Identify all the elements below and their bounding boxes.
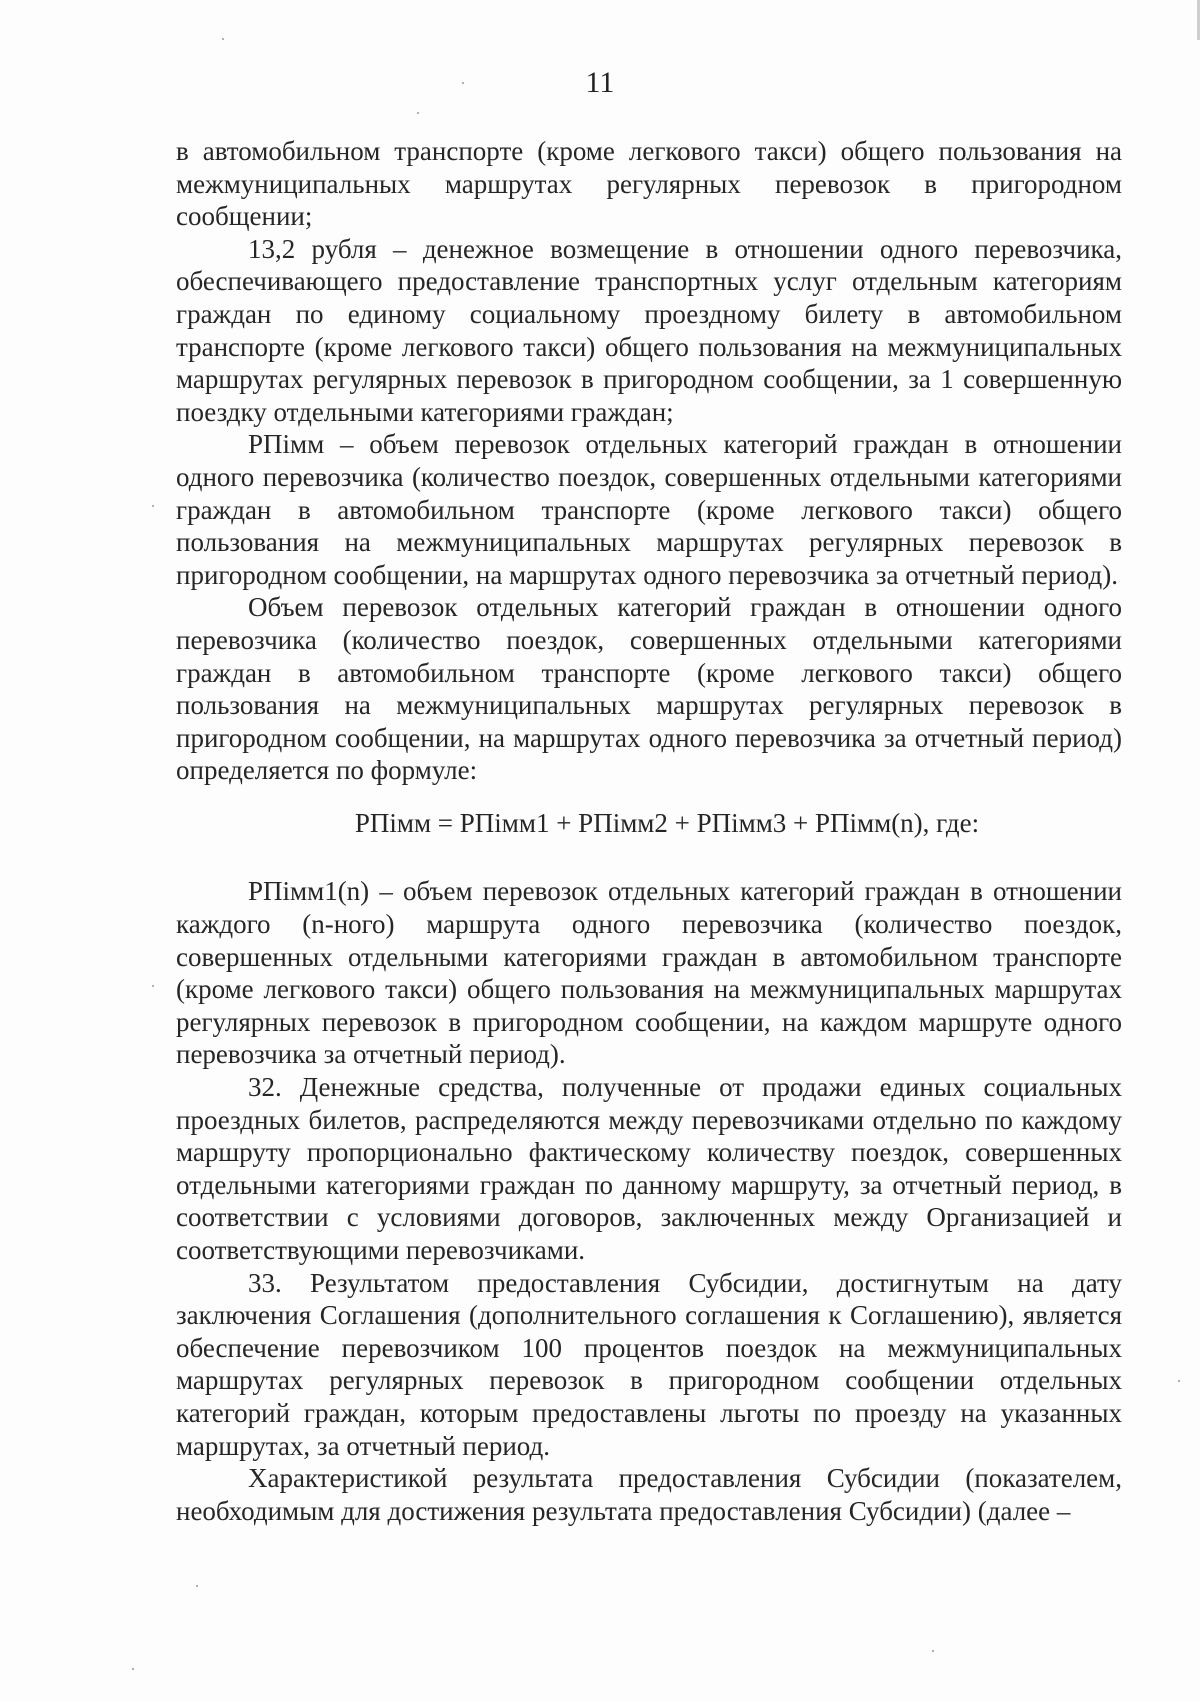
body-text <box>176 135 1122 1527</box>
page-number: 11 <box>585 66 615 99</box>
scan-speck <box>932 1650 934 1652</box>
paragraph-rpimm1-definition: РПімм1(n) – объем перевозок отдельных категорий граждан в отношении каждого (n-ного) маршрута одного перевозчика (количество поездок, совершенных отдельными категориями граждан в автомобильном транспорте (кроме легкового такси) общего пользования на межмуниципальных маршрутах регулярных перевозок в пригородном сообщении, на каждом маршруте одного перевозчика за отчетный период). <box>176 876 1122 1070</box>
paragraph-compensation-rate: 13,2 рубля – денежное возмещение в отношении одного перевозчика, обеспечивающего предоставление транспортных услуг отдельным категориям граждан по единому социальному проездному билету в автомобильном транспорте (кроме легкового такси) общего пользования на межмуниципальных маршрутах регулярных перевозок в пригородном сообщении, за 1 совершенную поездку отдельными категориями граждан; <box>176 233 1122 427</box>
paragraph-continuation: в автомобильном транспорте (кроме легкового такси) общего пользования на межмуниципальных маршрутах регулярных перевозок в пригородном сообщении; <box>176 136 1122 232</box>
scan-speck <box>417 112 419 114</box>
paragraph-characteristic: Характеристикой результата предоставления Субсидии (показателем, необходимым для достижения результата предоставления Субсидии) (далее – <box>176 1463 1122 1526</box>
scan-speck <box>196 1585 198 1587</box>
paragraph-volume-formula-intro: Объем перевозок отдельных категорий граждан в отношении одного перевозчика (количество поездок, совершенных отдельными категориями граждан в автомобильном транспорте (кроме легкового такси) общего пользования на межмуниципальных маршрутах регулярных перевозок в пригородном сообщении, на маршрутах одного перевозчика за отчетный период) определяется по формуле: <box>176 592 1122 786</box>
scan-speck <box>222 38 224 40</box>
scan-speck <box>132 1668 134 1670</box>
formula: РПімм = РПімм1 + РПімм2 + РПімм3 + РПімм(n), где: <box>354 807 980 838</box>
paragraph-33: 33. Результатом предоставления Субсидии, достигнутым на дату заключения Соглашения (дополнительного соглашения к Соглашению), является обеспечение перевозчиком 100 процентов поездок на межмуниципальных маршрутах регулярных перевозок в пригородном сообщении отдельных категорий граждан, которым предоставлены льготы по проезду на указанных маршрутах, за отчетный период. <box>176 1267 1122 1461</box>
scan-speck <box>152 505 154 507</box>
scan-speck <box>1178 1380 1180 1382</box>
paragraph-32: 32. Денежные средства, полученные от продажи единых социальных проездных билетов, распределяются между перевозчиками отдельно по каждому маршруту пропорционально фактическому количеству поездок, совершенных отдельными категориями граждан по данному маршруту, за отчетный период, в соответствии с условиями договоров, заключенных между Организацией и соответствующими перевозчиками. <box>176 1072 1122 1265</box>
paragraph-rpimm-definition: РПімм – объем перевозок отдельных категорий граждан в отношении одного перевозчика (количество поездок, совершенных отдельными категориями граждан в автомобильном транспорте (кроме легкового такси) общего пользования на межмуниципальных маршрутах регулярных перевозок в пригородном сообщении, на маршрутах одного перевозчика за отчетный период). <box>176 429 1122 590</box>
scan-speck <box>152 985 154 987</box>
